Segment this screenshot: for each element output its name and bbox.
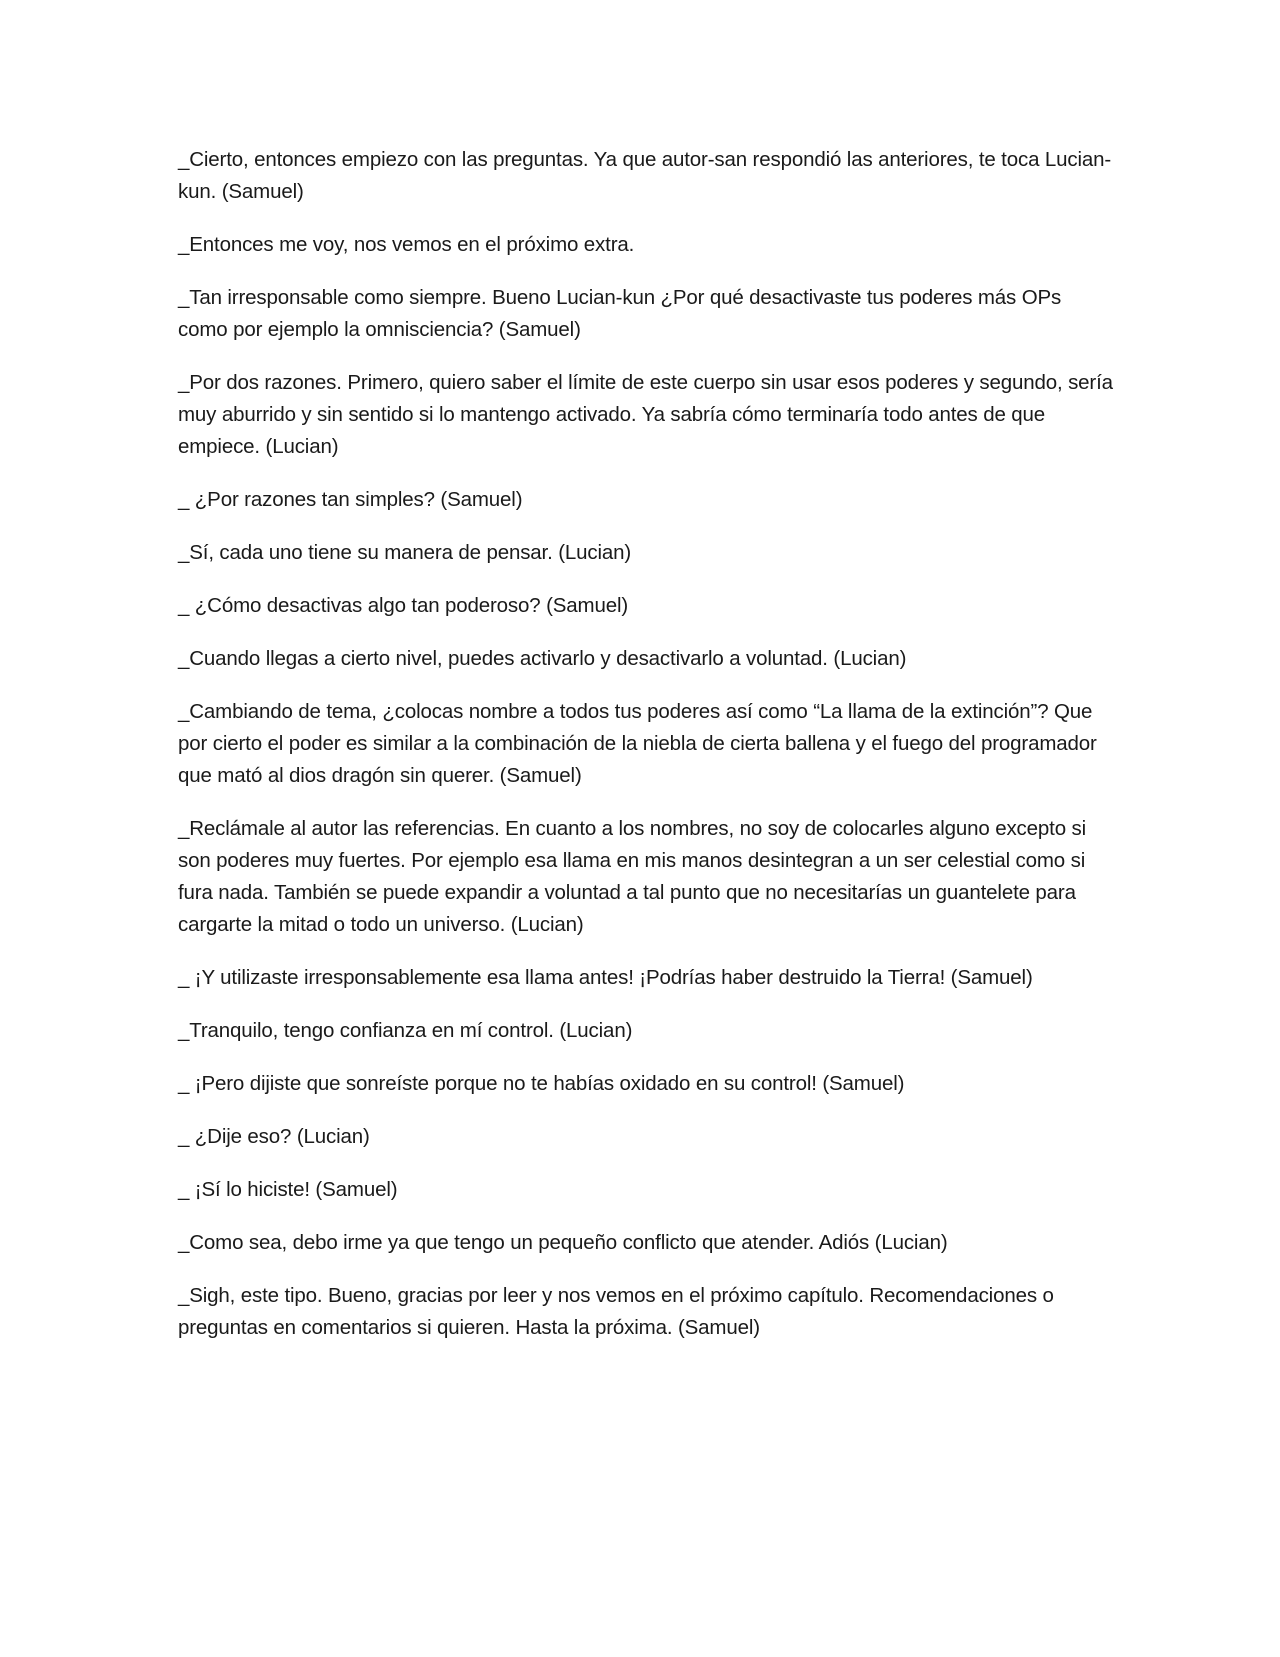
paragraph: _Cuando llegas a cierto nivel, puedes activarlo y desactivarlo a voluntad. (Lucian): [178, 647, 907, 670]
paragraph: _Tranquilo, tengo confianza en mí control. (Lucian): [178, 1019, 633, 1042]
paragraph: _ ¡Y utilizaste irresponsablemente esa llama antes! ¡Podrías haber destruido la Tierra! (Samuel): [178, 966, 1033, 989]
paragraph: _ ¿Por razones tan simples? (Samuel): [178, 488, 523, 511]
paragraph: _ ¿Cómo desactivas algo tan poderoso? (Samuel): [178, 594, 629, 617]
paragraph: _ ¿Dije eso? (Lucian): [178, 1125, 370, 1148]
paragraph: _Sí, cada uno tiene su manera de pensar. (Lucian): [178, 541, 632, 564]
paragraph: _Como sea, debo irme ya que tengo un pequeño conflicto que atender. Adiós (Lucian): [178, 1231, 948, 1254]
paragraph: _Cierto, entonces empiezo con las preguntas. Ya que autor-san respondió las anteriores, te toca Lucian-kun. (Samuel): [178, 148, 1112, 203]
paragraph: _Tan irresponsable como siempre. Bueno Lucian-kun ¿Por qué desactivaste tus poderes más OPs como por ejemplo la omnisciencia? (Samuel): [178, 286, 1062, 341]
paragraph: _Sigh, este tipo. Bueno, gracias por leer y nos vemos en el próximo capítulo. Recomendaciones o preguntas en comentarios si quieren. Hasta la próxima. (Samuel): [178, 1284, 1054, 1339]
paragraph: _ ¡Pero dijiste que sonreíste porque no te habías oxidado en su control! (Samuel): [178, 1072, 905, 1095]
paragraph: _ ¡Sí lo hiciste! (Samuel): [178, 1178, 398, 1201]
document-body: [178, 144, 1113, 1365]
paragraph: _Reclámale al autor las referencias. En cuanto a los nombres, no soy de colocarles alguno excepto si son poderes muy fuertes. Por ejemplo esa llama en mis manos desintegran a un ser celestial como si fura nada. También se puede expandir a voluntad a tal punto que no necesitarías un guantelete para cargarte la mitad o todo un universo. (Lucian): [178, 817, 1087, 936]
paragraph: _Por dos razones. Primero, quiero saber el límite de este cuerpo sin usar esos poderes y segundo, sería muy aburrido y sin sentido si lo mantengo activado. Ya sabría cómo terminaría todo antes de que empiece. (Lucian): [178, 371, 1113, 458]
paragraph: _Entonces me voy, nos vemos en el próximo extra.: [178, 233, 635, 256]
paragraph: _Cambiando de tema, ¿colocas nombre a todos tus poderes así como “La llama de la extinción”? Que por cierto el poder es similar a la combinación de la niebla de cierta ballena y el fuego del programador que mató al dios dragón sin querer. (Samuel): [178, 700, 1097, 787]
